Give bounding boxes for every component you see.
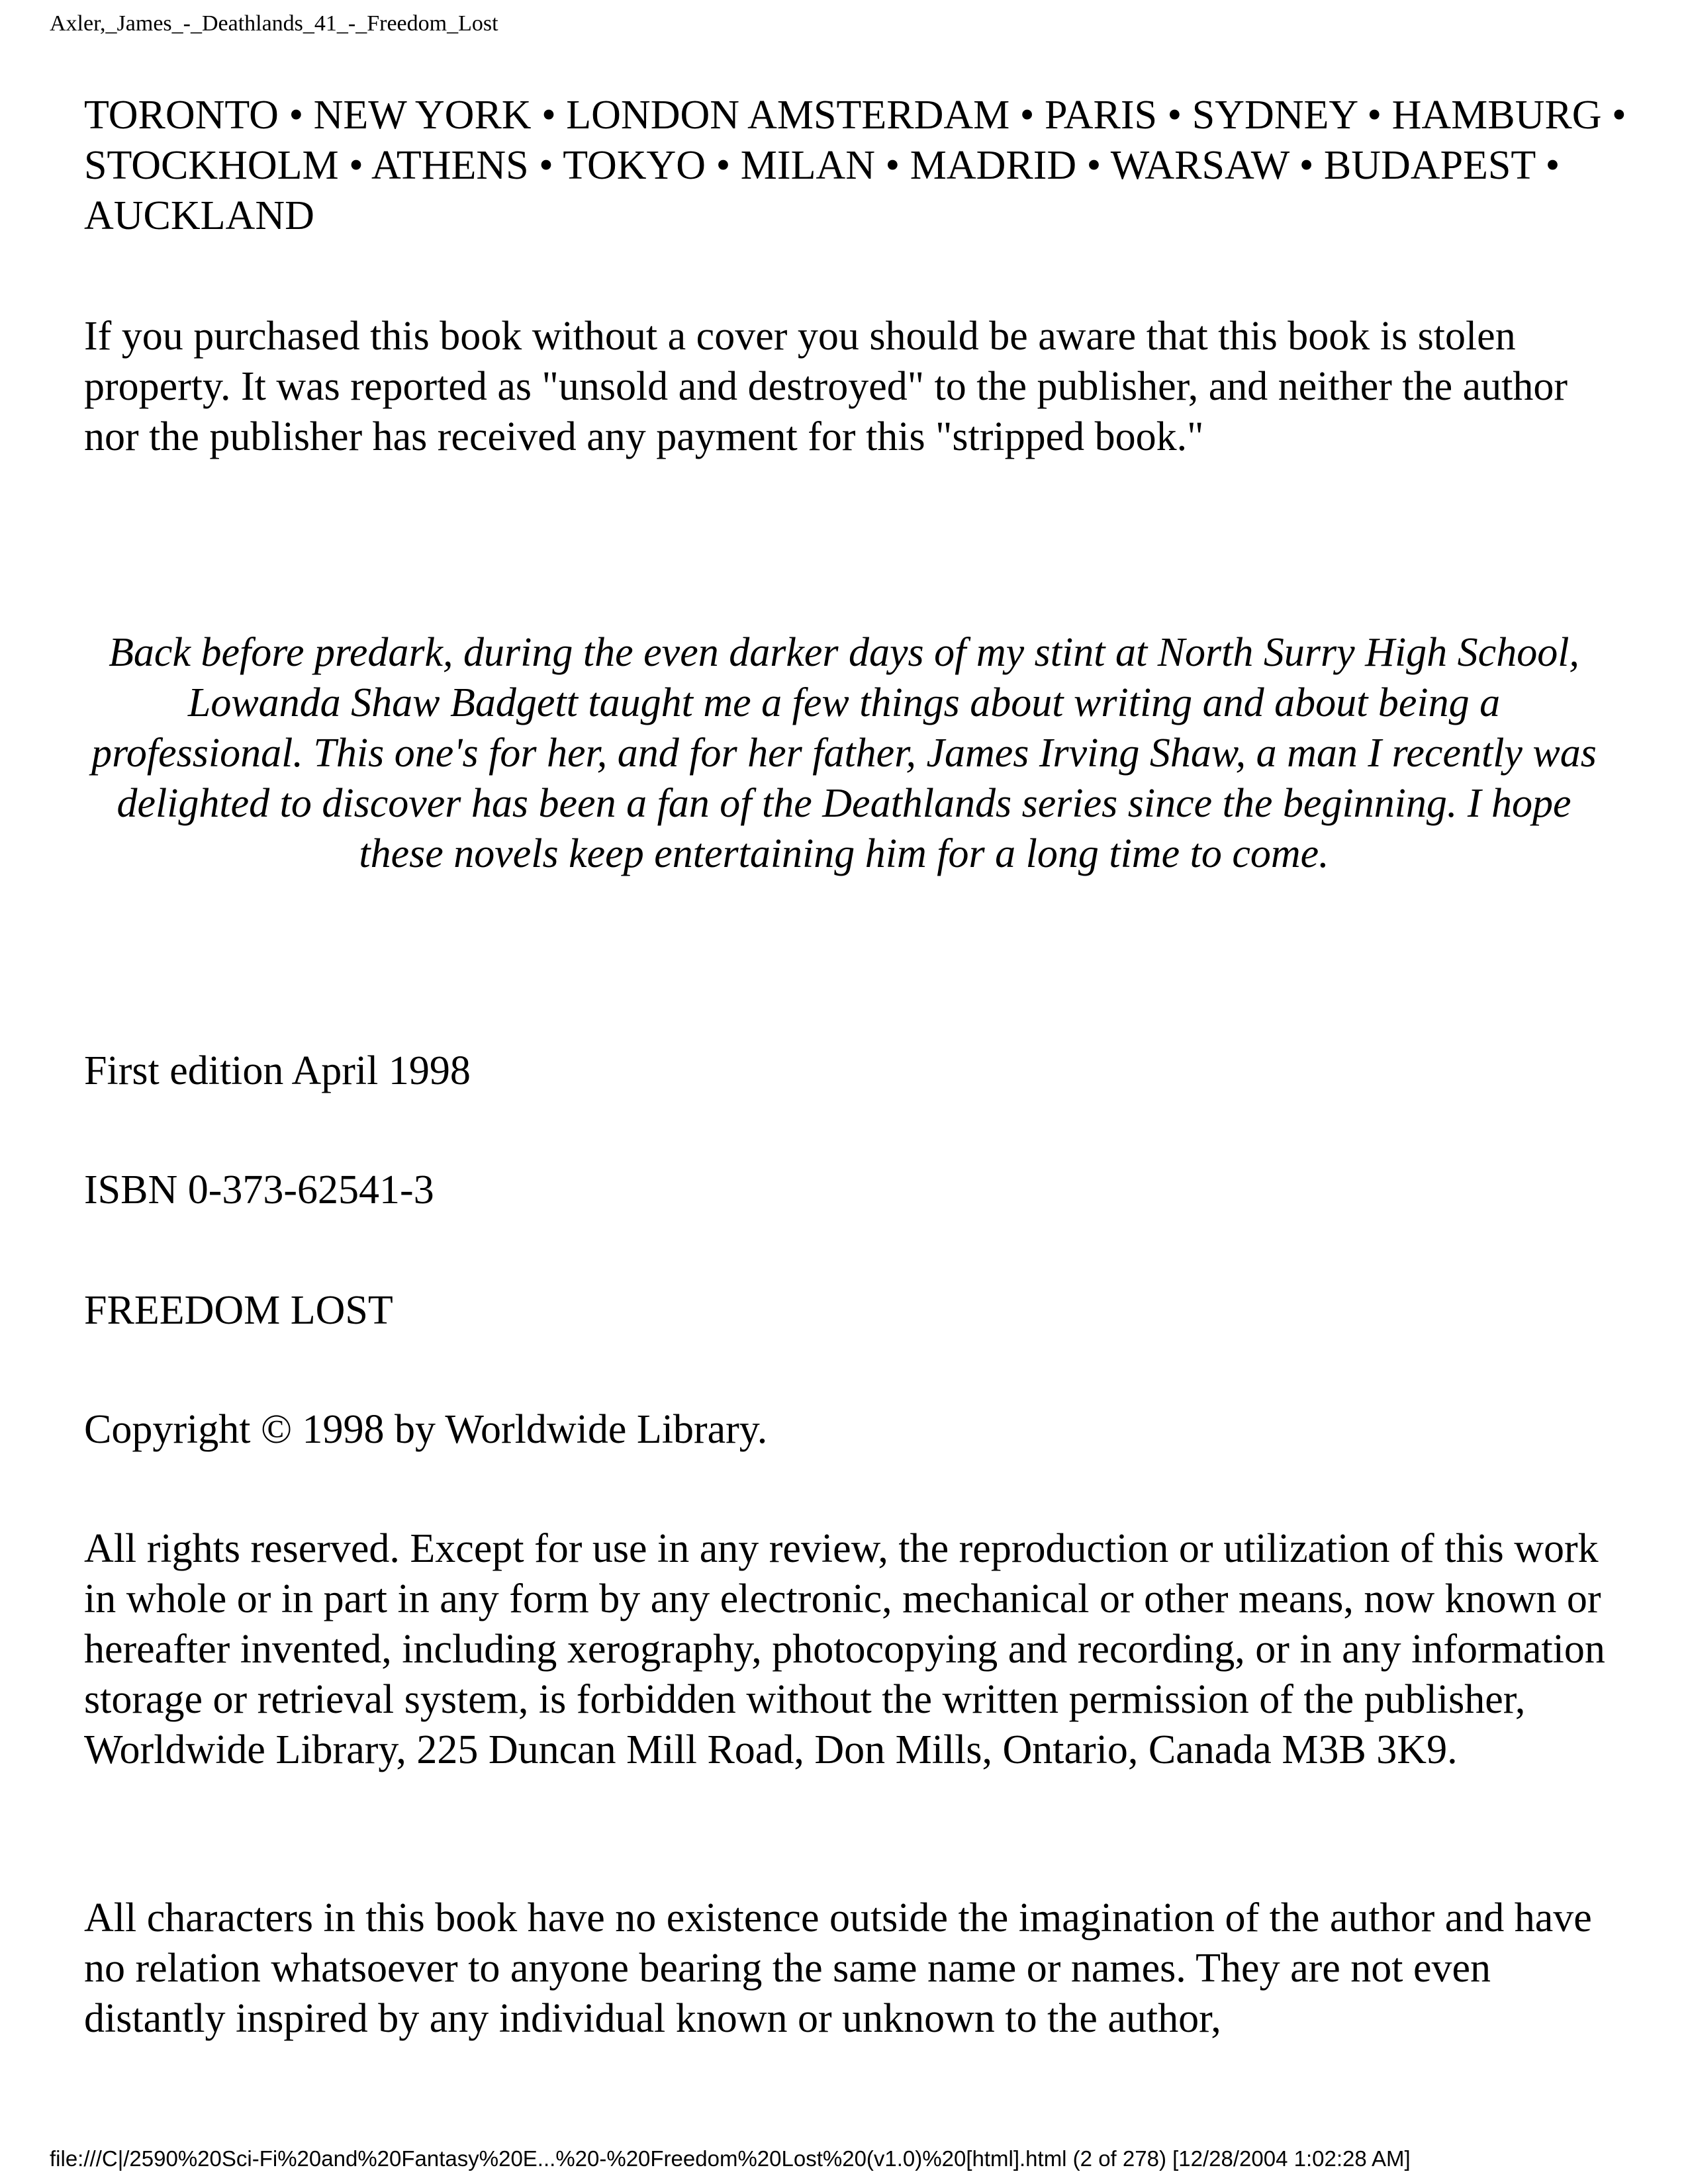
dedication: Back before predark, during the even darker days of my stint at North Surry High School, Lowanda Shaw Badgett taught me a few things about writing and about being a professional. This one's for her, and for her father, James Irving Shaw, a man I recently was delighted to discover has been a fan of the Deathlands series since the beginning. I hope these novels keep entertaining him for a long time to come. [91, 630, 1597, 876]
rights-reserved-paragraph: All rights reserved. Except for use in any review, the reproduction or utilization of this work in whole or in part in any form by any electronic, mechanical or other means, now known or hereafter invented, including xerography, photocopying and recording, or in any information storage or retrieval system, is forbidden without the written permission of the publisher, Worldwide Library, 225 Duncan Mill Road, Don Mills, Ontario, Canada M3B 3K9. [84, 1526, 1605, 1772]
publisher-cities: TORONTO • NEW YORK • LONDON AMSTERDAM • PARIS • SYDNEY • HAMBURG • STOCKHOLM • ATHENS • TOKYO • MILAN • MADRID • WARSAW • BUDAPEST • AUCKLAND [84, 93, 1626, 238]
book-title: FREEDOM LOST [84, 1288, 393, 1333]
copyright-line: Copyright © 1998 by Worldwide Library. [84, 1407, 768, 1452]
characters-disclaimer: All characters in this book have no existence outside the imagination of the author and have no relation whatsoever to anyone bearing the same name or names. They are not even distantly inspired by any individual known or unknown to the author, [84, 1895, 1592, 2041]
isbn: ISBN 0-373-62541-3 [84, 1167, 434, 1212]
edition-info: First edition April 1998 [84, 1048, 471, 1093]
stripped-book-notice: If you purchased this book without a cover you should be aware that this book is stolen property. It was reported as "unsold and destroyed" to the publisher, and neither the author nor the publisher has received any payment for this "stripped book." [84, 314, 1568, 459]
page-footer-file-path: file:///C|/2590%20Sci-Fi%20and%20Fantasy%20E...%20-%20Freedom%20Lost%20(v1.0)%20[html].html (2 of 278) [12/28/2004 1:02:28 AM] [50, 2146, 1411, 2171]
page-header-filename: Axler,_James_-_Deathlands_41_-_Freedom_Lost [50, 11, 498, 36]
